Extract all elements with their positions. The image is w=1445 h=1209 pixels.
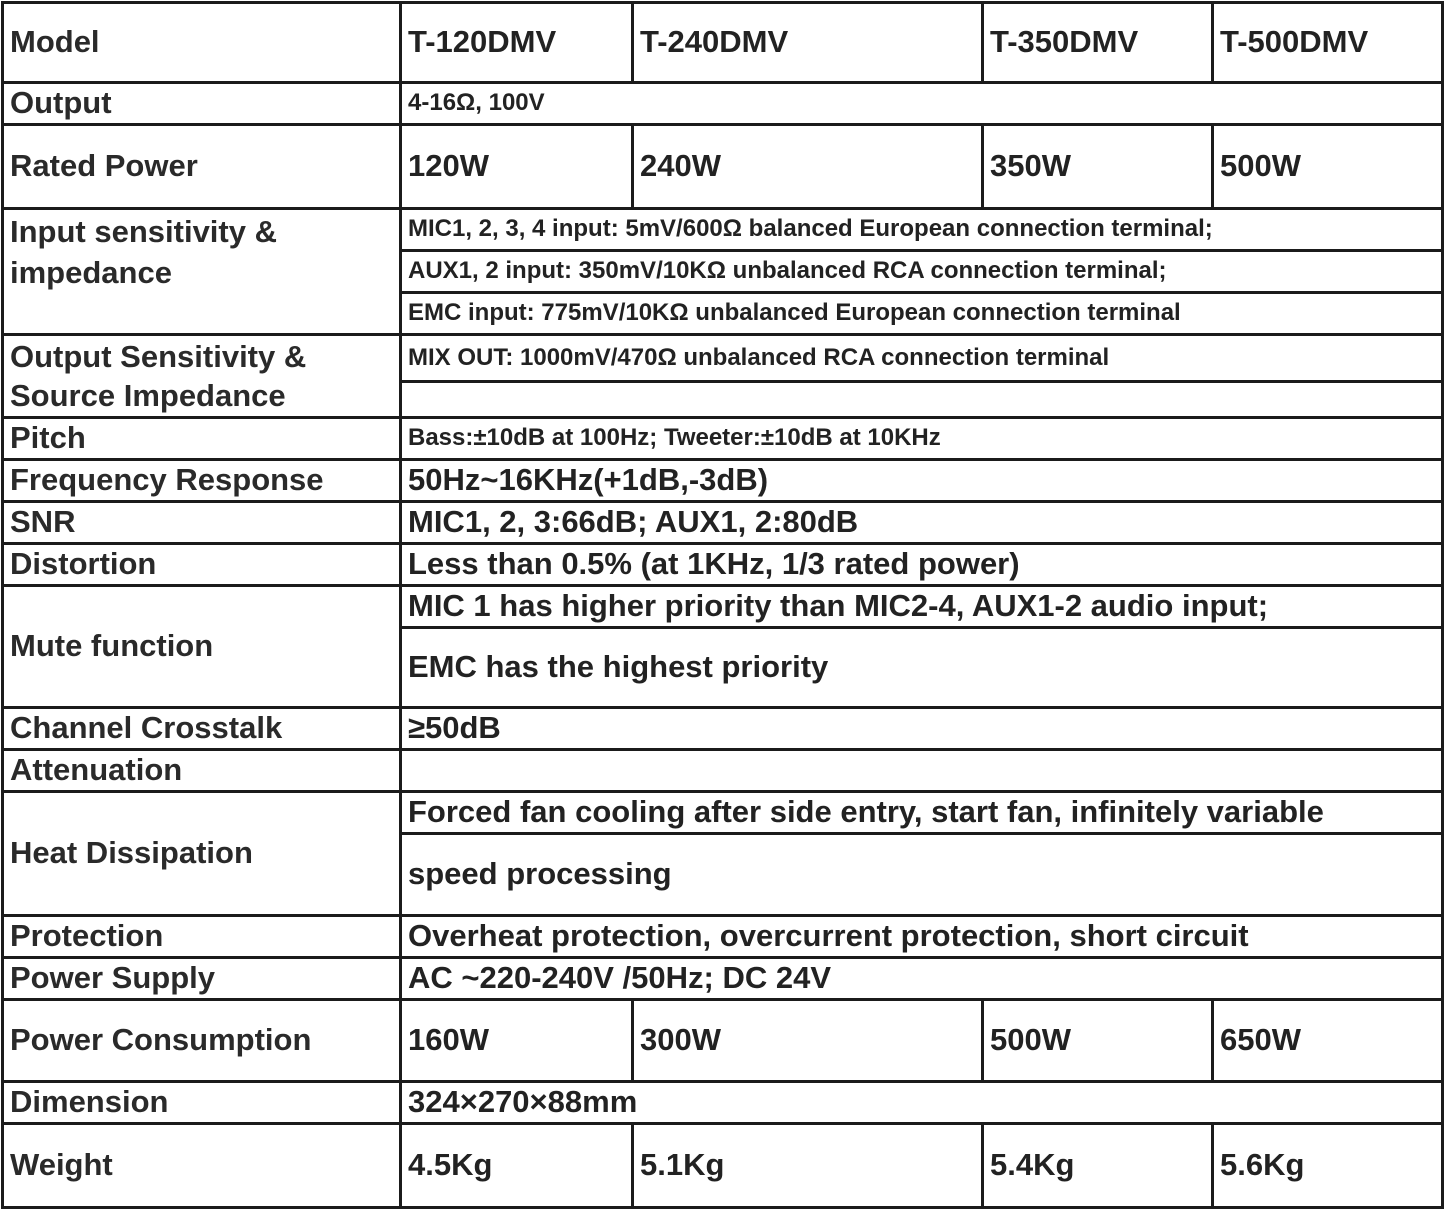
- output-sensitivity-label: Output Sensitivity & Source Impedance: [3, 335, 401, 418]
- mute-function-label: Mute function: [3, 585, 401, 707]
- output-label: Output: [3, 83, 401, 125]
- row-dimension: [3, 1081, 1443, 1123]
- output-sensitivity-line: MIX OUT: 1000mV/470Ω unbalanced RCA connection terminal: [401, 335, 1443, 382]
- power-consumption-value: 160W: [401, 999, 633, 1081]
- power-supply-value: AC ~220-240V /50Hz; DC 24V: [401, 957, 1443, 999]
- model-label: Model: [3, 3, 401, 83]
- model-value: T-500DMV: [1213, 3, 1443, 83]
- row-snr: [3, 501, 1443, 543]
- protection-label: Protection: [3, 915, 401, 957]
- rated-power-value: 240W: [633, 125, 983, 209]
- row-heat-dissipation: [3, 791, 1443, 833]
- frequency-response-label: Frequency Response: [3, 459, 401, 501]
- rated-power-value: 350W: [983, 125, 1213, 209]
- row-pitch: [3, 417, 1443, 459]
- row-channel-crosstalk: [3, 707, 1443, 749]
- frequency-response-value: 50Hz~16KHz(+1dB,-3dB): [401, 459, 1443, 501]
- mute-function-line: EMC has the highest priority: [401, 627, 1443, 707]
- row-power-consumption: [3, 999, 1443, 1081]
- heat-dissipation-line: Forced fan cooling after side entry, start fan, infinitely variable: [401, 791, 1443, 833]
- spec-table: [1, 1, 1444, 1209]
- input-sensitivity-label: Input sensitivity & impedance: [3, 209, 401, 335]
- row-model: [3, 3, 1443, 83]
- model-value: T-350DMV: [983, 3, 1213, 83]
- dimension-value: 324×270×88mm: [401, 1081, 1443, 1123]
- distortion-value: Less than 0.5% (at 1KHz, 1/3 rated power): [401, 543, 1443, 585]
- snr-value: MIC1, 2, 3:66dB; AUX1, 2:80dB: [401, 501, 1443, 543]
- heat-dissipation-line: speed processing: [401, 833, 1443, 915]
- row-power-supply: [3, 957, 1443, 999]
- weight-value: 5.6Kg: [1213, 1123, 1443, 1207]
- rated-power-value: 500W: [1213, 125, 1443, 209]
- power-consumption-value: 300W: [633, 999, 983, 1081]
- row-frequency-response: [3, 459, 1443, 501]
- weight-value: 5.4Kg: [983, 1123, 1213, 1207]
- heat-dissipation-label: Heat Dissipation: [3, 791, 401, 915]
- snr-label: SNR: [3, 501, 401, 543]
- power-consumption-label: Power Consumption: [3, 999, 401, 1081]
- row-output: [3, 83, 1443, 125]
- row-output-sensitivity: [3, 335, 1443, 382]
- output-sensitivity-line: [401, 381, 1443, 417]
- row-weight: [3, 1123, 1443, 1207]
- input-sensitivity-line: AUX1, 2 input: 350mV/10KΩ unbalanced RCA connection terminal;: [401, 251, 1443, 293]
- row-protection: [3, 915, 1443, 957]
- input-sensitivity-line: EMC input: 775mV/10KΩ unbalanced European connection terminal: [401, 293, 1443, 335]
- model-value: T-120DMV: [401, 3, 633, 83]
- row-rated-power: [3, 125, 1443, 209]
- row-distortion: [3, 543, 1443, 585]
- weight-value: 4.5Kg: [401, 1123, 633, 1207]
- protection-value: Overheat protection, overcurrent protection, short circuit: [401, 915, 1443, 957]
- power-consumption-value: 500W: [983, 999, 1213, 1081]
- weight-label: Weight: [3, 1123, 401, 1207]
- rated-power-label: Rated Power: [3, 125, 401, 209]
- power-supply-label: Power Supply: [3, 957, 401, 999]
- pitch-label: Pitch: [3, 417, 401, 459]
- input-sensitivity-line: MIC1, 2, 3, 4 input: 5mV/600Ω balanced European connection terminal;: [401, 209, 1443, 251]
- mute-function-line: MIC 1 has higher priority than MIC2-4, AUX1-2 audio input;: [401, 585, 1443, 627]
- dimension-label: Dimension: [3, 1081, 401, 1123]
- weight-value: 5.1Kg: [633, 1123, 983, 1207]
- channel-crosstalk-value: ≥50dB: [401, 707, 1443, 749]
- attenuation-label: Attenuation: [3, 749, 401, 791]
- row-input-sensitivity: [3, 209, 1443, 251]
- pitch-value: Bass:±10dB at 100Hz; Tweeter:±10dB at 10KHz: [401, 417, 1443, 459]
- rated-power-value: 120W: [401, 125, 633, 209]
- distortion-label: Distortion: [3, 543, 401, 585]
- row-attenuation: [3, 749, 1443, 791]
- attenuation-value: [401, 749, 1443, 791]
- power-consumption-value: 650W: [1213, 999, 1443, 1081]
- model-value: T-240DMV: [633, 3, 983, 83]
- channel-crosstalk-label: Channel Crosstalk: [3, 707, 401, 749]
- row-mute-function: [3, 585, 1443, 627]
- output-value: 4-16Ω, 100V: [401, 83, 1443, 125]
